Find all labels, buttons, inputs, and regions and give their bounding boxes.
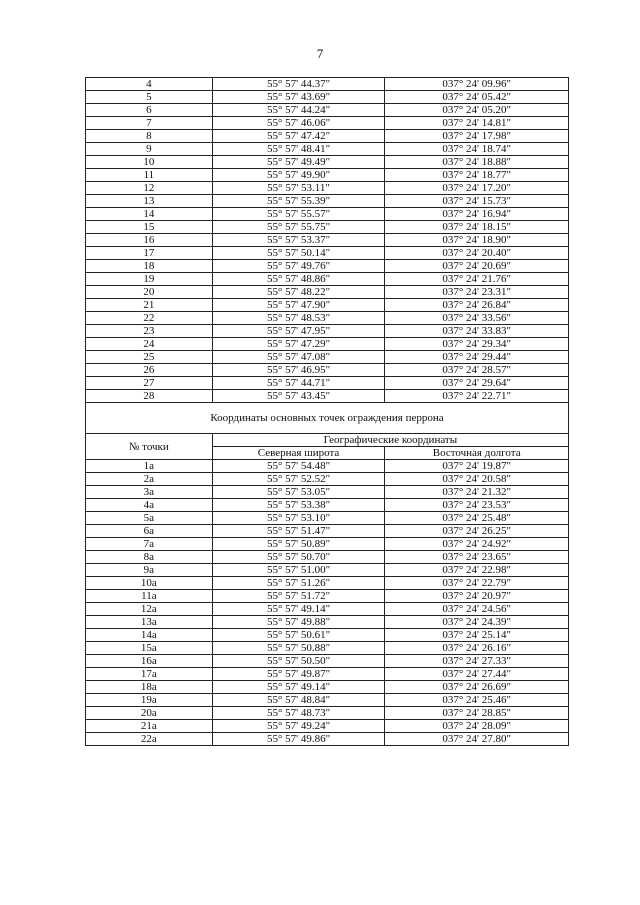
latitude-cell: 55° 57' 49.87" [212,668,385,681]
section-title-row [86,403,569,434]
point-number-cell: 11a [86,590,213,603]
table-row [86,91,569,104]
table-row [86,299,569,312]
point-number-header: № точки [86,434,213,460]
longitude-cell: 037° 24' 22.98" [385,564,569,577]
table-row [86,473,569,486]
latitude-cell: 55° 57' 44.24" [212,104,385,117]
point-number-cell: 11 [86,169,213,182]
table-row [86,655,569,668]
longitude-cell: 037° 24' 09.96" [385,78,569,91]
table-row [86,551,569,564]
table-row [86,247,569,260]
section-title: Координаты основных точек ограждения перрона [86,403,569,434]
latitude-cell: 55° 57' 53.11" [212,182,385,195]
longitude-cell: 037° 24' 26.69" [385,681,569,694]
latitude-cell: 55° 57' 50.89" [212,538,385,551]
point-number-cell: 9a [86,564,213,577]
point-number-cell: 24 [86,338,213,351]
table-row [86,681,569,694]
longitude-cell: 037° 24' 28.09" [385,720,569,733]
longitude-cell: 037° 24' 25.48" [385,512,569,525]
point-number-cell: 4a [86,499,213,512]
latitude-cell: 55° 57' 48.73" [212,707,385,720]
longitude-cell: 037° 24' 18.90" [385,234,569,247]
latitude-cell: 55° 57' 47.95" [212,325,385,338]
table-row [86,590,569,603]
longitude-cell: 037° 24' 22.79" [385,577,569,590]
latitude-cell: 55° 57' 50.50" [212,655,385,668]
north-lat-header: Северная широта [212,447,385,460]
longitude-cell: 037° 24' 33.83" [385,325,569,338]
point-number-cell: 16a [86,655,213,668]
table-row [86,616,569,629]
table-row [86,694,569,707]
table-row [86,338,569,351]
latitude-cell: 55° 57' 55.75" [212,221,385,234]
table-row [86,143,569,156]
latitude-cell: 55° 57' 48.41" [212,143,385,156]
east-lon-header: Восточная долгота [385,447,569,460]
latitude-cell: 55° 57' 48.86" [212,273,385,286]
point-number-cell: 15 [86,221,213,234]
latitude-cell: 55° 57' 49.88" [212,616,385,629]
table-row [86,78,569,91]
longitude-cell: 037° 24' 16.94" [385,208,569,221]
table-row [86,390,569,403]
longitude-cell: 037° 24' 25.46" [385,694,569,707]
longitude-cell: 037° 24' 05.42" [385,91,569,104]
point-number-cell: 22a [86,733,213,746]
table-row [86,499,569,512]
table-row [86,377,569,390]
latitude-cell: 55° 57' 47.29" [212,338,385,351]
table-row [86,182,569,195]
point-number-cell: 6a [86,525,213,538]
latitude-cell: 55° 57' 47.42" [212,130,385,143]
latitude-cell: 55° 57' 43.45" [212,390,385,403]
longitude-cell: 037° 24' 20.40" [385,247,569,260]
point-number-cell: 8a [86,551,213,564]
point-number-cell: 3a [86,486,213,499]
latitude-cell: 55° 57' 51.26" [212,577,385,590]
page-number: 7 [316,46,324,61]
table-row [86,273,569,286]
longitude-cell: 037° 24' 14.81" [385,117,569,130]
point-number-cell: 13a [86,616,213,629]
table-row [86,642,569,655]
longitude-cell: 037° 24' 24.39" [385,616,569,629]
table-row [86,169,569,182]
point-number-cell: 4 [86,78,213,91]
longitude-cell: 037° 24' 29.64" [385,377,569,390]
point-number-cell: 28 [86,390,213,403]
latitude-cell: 55° 57' 51.00" [212,564,385,577]
table-row [86,364,569,377]
longitude-cell: 037° 24' 23.65" [385,551,569,564]
point-number-cell: 18a [86,681,213,694]
longitude-cell: 037° 24' 27.33" [385,655,569,668]
table-row [86,525,569,538]
latitude-cell: 55° 57' 53.38" [212,499,385,512]
table-row [86,260,569,273]
latitude-cell: 55° 57' 49.86" [212,733,385,746]
longitude-cell: 037° 24' 29.34" [385,338,569,351]
latitude-cell: 55° 57' 49.14" [212,603,385,616]
table-row [86,720,569,733]
longitude-cell: 037° 24' 17.20" [385,182,569,195]
table-row [86,486,569,499]
table-row [86,312,569,325]
latitude-cell: 55° 57' 48.84" [212,694,385,707]
table-row [86,460,569,473]
longitude-cell: 037° 24' 19.87" [385,460,569,473]
point-number-cell: 25 [86,351,213,364]
latitude-cell: 55° 57' 49.14" [212,681,385,694]
point-number-cell: 27 [86,377,213,390]
latitude-cell: 55° 57' 55.57" [212,208,385,221]
longitude-cell: 037° 24' 20.97" [385,590,569,603]
table-row [86,208,569,221]
latitude-cell: 55° 57' 46.95" [212,364,385,377]
table-row [86,234,569,247]
longitude-cell: 037° 24' 28.85" [385,707,569,720]
latitude-cell: 55° 57' 49.49" [212,156,385,169]
table-row [86,130,569,143]
table-row [86,707,569,720]
latitude-cell: 55° 57' 48.22" [212,286,385,299]
point-number-cell: 9 [86,143,213,156]
point-number-cell: 1a [86,460,213,473]
table-row [86,117,569,130]
geo-coords-header: Географические координаты [212,434,568,447]
table-row [86,104,569,117]
longitude-cell: 037° 24' 18.15" [385,221,569,234]
table-row [86,351,569,364]
longitude-cell: 037° 24' 24.92" [385,538,569,551]
point-number-cell: 12 [86,182,213,195]
latitude-cell: 55° 57' 50.14" [212,247,385,260]
point-number-cell: 21a [86,720,213,733]
longitude-cell: 037° 24' 29.44" [385,351,569,364]
point-number-cell: 16 [86,234,213,247]
latitude-cell: 55° 57' 44.37" [212,78,385,91]
latitude-cell: 55° 57' 43.69" [212,91,385,104]
point-number-cell: 2a [86,473,213,486]
latitude-cell: 55° 57' 51.72" [212,590,385,603]
table-row [86,577,569,590]
longitude-cell: 037° 24' 27.44" [385,668,569,681]
point-number-cell: 10 [86,156,213,169]
longitude-cell: 037° 24' 15.73" [385,195,569,208]
latitude-cell: 55° 57' 53.10" [212,512,385,525]
longitude-cell: 037° 24' 17.98" [385,130,569,143]
point-number-cell: 20a [86,707,213,720]
latitude-cell: 55° 57' 51.47" [212,525,385,538]
table-row [86,733,569,746]
longitude-cell: 037° 24' 21.32" [385,486,569,499]
longitude-cell: 037° 24' 18.88" [385,156,569,169]
point-number-cell: 17 [86,247,213,260]
point-number-cell: 17a [86,668,213,681]
latitude-cell: 55° 57' 53.37" [212,234,385,247]
latitude-cell: 55° 57' 48.53" [212,312,385,325]
longitude-cell: 037° 24' 23.53" [385,499,569,512]
coordinates-table [85,77,569,746]
longitude-cell: 037° 24' 26.16" [385,642,569,655]
latitude-cell: 55° 57' 53.05" [212,486,385,499]
longitude-cell: 037° 24' 22.71" [385,390,569,403]
table-row [86,564,569,577]
longitude-cell: 037° 24' 18.77" [385,169,569,182]
latitude-cell: 55° 57' 54.48" [212,460,385,473]
point-number-cell: 7a [86,538,213,551]
point-number-cell: 10a [86,577,213,590]
table-row [86,512,569,525]
longitude-cell: 037° 24' 21.76" [385,273,569,286]
longitude-cell: 037° 24' 20.69" [385,260,569,273]
point-number-cell: 19 [86,273,213,286]
longitude-cell: 037° 24' 26.25" [385,525,569,538]
latitude-cell: 55° 57' 52.52" [212,473,385,486]
point-number-cell: 12a [86,603,213,616]
point-number-cell: 7 [86,117,213,130]
latitude-cell: 55° 57' 50.88" [212,642,385,655]
longitude-cell: 037° 24' 28.57" [385,364,569,377]
point-number-cell: 15a [86,642,213,655]
latitude-cell: 55° 57' 55.39" [212,195,385,208]
latitude-cell: 55° 57' 49.76" [212,260,385,273]
table-row [86,221,569,234]
table-row [86,195,569,208]
header-row-1 [86,434,569,447]
point-number-cell: 13 [86,195,213,208]
table-row [86,325,569,338]
point-number-cell: 6 [86,104,213,117]
table-row [86,538,569,551]
longitude-cell: 037° 24' 24.56" [385,603,569,616]
longitude-cell: 037° 24' 27.80" [385,733,569,746]
point-number-cell: 18 [86,260,213,273]
longitude-cell: 037° 24' 05.20" [385,104,569,117]
latitude-cell: 55° 57' 49.90" [212,169,385,182]
latitude-cell: 55° 57' 50.70" [212,551,385,564]
table-row [86,668,569,681]
point-number-cell: 26 [86,364,213,377]
latitude-cell: 55° 57' 47.08" [212,351,385,364]
point-number-cell: 19a [86,694,213,707]
latitude-cell: 55° 57' 44.71" [212,377,385,390]
latitude-cell: 55° 57' 50.61" [212,629,385,642]
point-number-cell: 5 [86,91,213,104]
longitude-cell: 037° 24' 33.56" [385,312,569,325]
longitude-cell: 037° 24' 26.84" [385,299,569,312]
table-row [86,286,569,299]
latitude-cell: 55° 57' 47.90" [212,299,385,312]
longitude-cell: 037° 24' 18.74" [385,143,569,156]
table2-body [86,460,569,746]
point-number-cell: 5a [86,512,213,525]
point-number-cell: 14 [86,208,213,221]
table-row [86,156,569,169]
table1-body [86,78,569,403]
point-number-cell: 23 [86,325,213,338]
point-number-cell: 20 [86,286,213,299]
point-number-cell: 14a [86,629,213,642]
latitude-cell: 55° 57' 49.24" [212,720,385,733]
longitude-cell: 037° 24' 23.31" [385,286,569,299]
point-number-cell: 22 [86,312,213,325]
longitude-cell: 037° 24' 25.14" [385,629,569,642]
point-number-cell: 8 [86,130,213,143]
latitude-cell: 55° 57' 46.06" [212,117,385,130]
table-row [86,603,569,616]
point-number-cell: 21 [86,299,213,312]
table-row [86,629,569,642]
longitude-cell: 037° 24' 20.58" [385,473,569,486]
